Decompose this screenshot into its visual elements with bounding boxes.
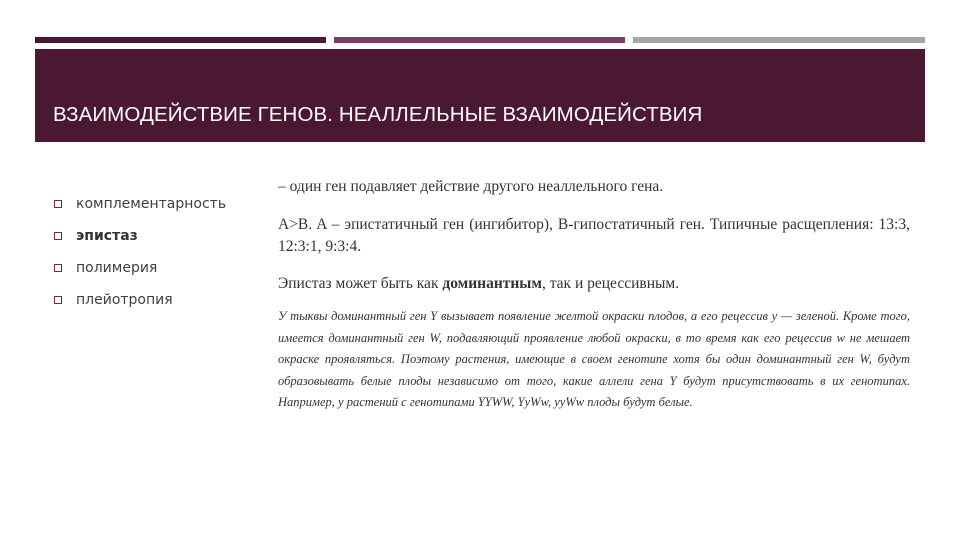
square-bullet-icon	[54, 232, 62, 240]
topic-item-polymery	[54, 257, 226, 289]
top-accent-bar-2	[334, 37, 625, 43]
dominance-text	[278, 273, 910, 295]
square-bullet-icon	[54, 200, 62, 208]
topic-label: плейотропия	[76, 292, 173, 308]
square-bullet-icon	[54, 296, 62, 304]
topic-item-epistasis	[54, 225, 226, 257]
topic-list	[54, 193, 226, 321]
topic-item-pleiotropy	[54, 289, 226, 321]
square-bullet-icon	[54, 264, 62, 272]
example-text: У тыквы доминантный ген Y вызывает появление желтой окраски плодов, а его рецессив y — зеленой. Кроме того, имеется доминантный ген W, подавляющий проявление любой окраски, в то время как его рецессив w не мешает окраске проявляться. Поэтому растения, имеющие в своем генотипе хотя бы один доминантный ген W, будут образовывать белые плоды независимо от того, какие аллели гена Y будут присутствовать в их генотипах. Например, у растений с генотипами YYWW, YyWw, yyWw плоды будут белые.	[278, 309, 910, 410]
slide-title: ВЗАИМОДЕЙСТВИЕ ГЕНОВ. НЕАЛЛЕЛЬНЫЕ ВЗАИМОДЕЙСТВИЯ	[53, 103, 703, 126]
dominance-text-start: Эпистаз может быть как	[278, 275, 443, 292]
topic-label: комплементарность	[76, 196, 227, 212]
topic-item-complementarity	[54, 193, 226, 225]
definition-text: – один ген подавляет действие другого неаллельного гена.	[278, 178, 664, 195]
topic-label: эпистаз	[76, 228, 138, 244]
ratios-text: A>B. A – эпистатичный ген (ингибитор), B-гипостатичный ген. Типичные расщепления: 13:3, 12:3:1, 9:3:4.	[278, 216, 910, 255]
top-accent-bar-1	[35, 37, 326, 43]
dominance-text-end: , так и рецессивным.	[541, 275, 680, 292]
top-accent-bar-3	[633, 37, 925, 43]
topic-label: полимерия	[76, 260, 158, 276]
dominance-bold-term: доминантным	[442, 275, 542, 292]
title-banner	[35, 49, 925, 142]
content-body	[278, 176, 910, 414]
